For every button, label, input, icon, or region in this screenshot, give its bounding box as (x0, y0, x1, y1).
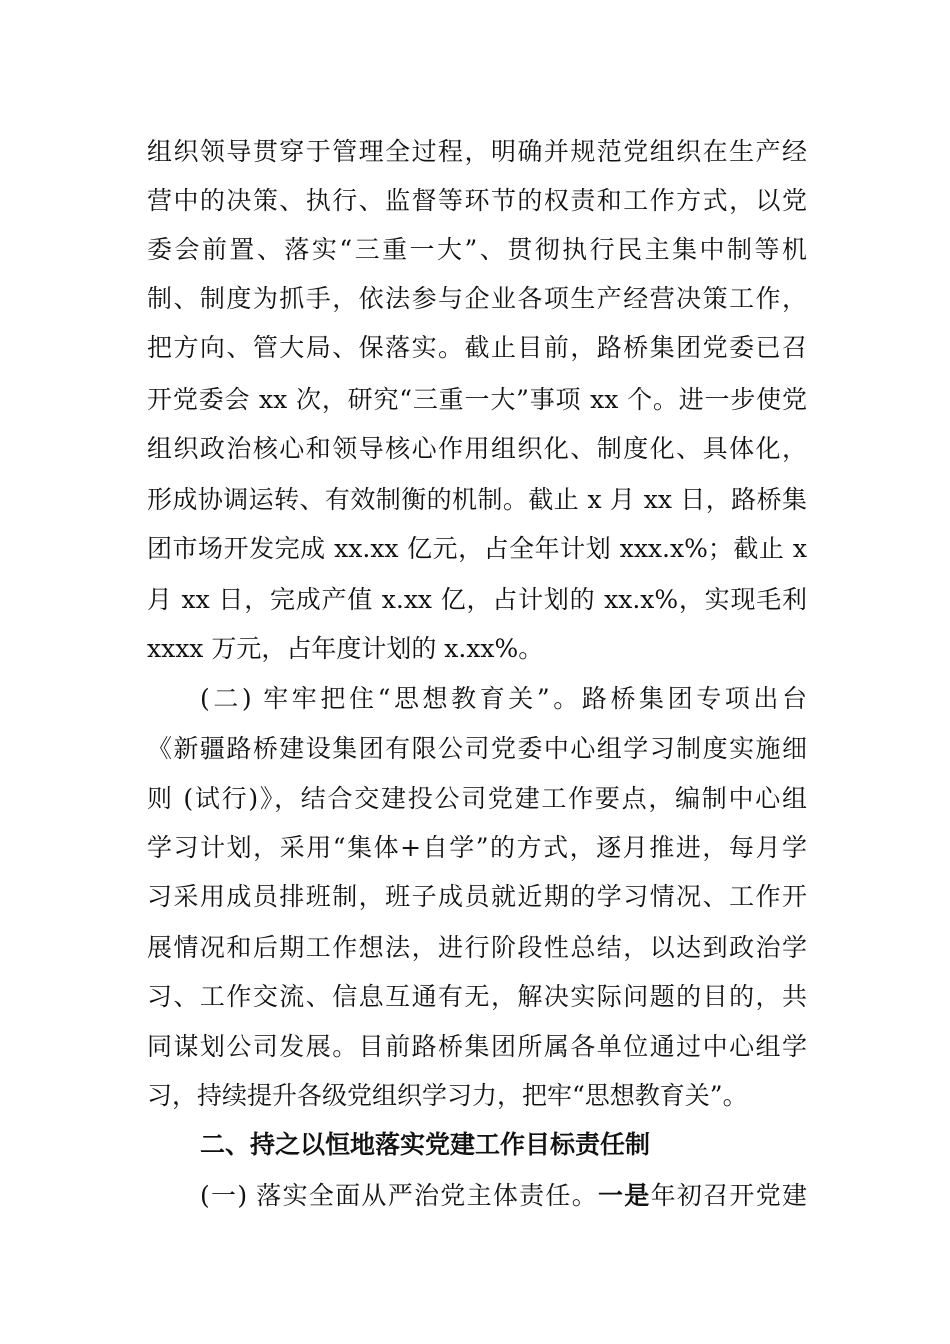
paragraph-line: 组织政治核心和领导核心作用组织化、制度化、具体化， (147, 434, 807, 463)
paragraph-line: 团市场开发完成 xx.xx 亿元，占全年计划 xxx.x%；截止 x (147, 534, 807, 563)
subsection-paragraph-line: (二) 牢牢把住“思想教育关”。路桥集团专项出台 (200, 684, 807, 713)
section-heading: 二、持之以恒地落实党建工作目标责任制 (200, 1130, 651, 1159)
paragraph-line: 习、工作交流、信息互通有无，解决实际问题的目的，共 (147, 982, 807, 1011)
paragraph-line: 《新疆路桥建设集团有限公司党委中心组学习制度实施细 (147, 734, 807, 763)
paragraph-line: 则 (试行)》，结合交建投公司党建工作要点，编制中心组 (147, 784, 807, 813)
paragraph-line: 月 xx 日，完成产值 x.xx 亿，占计划的 xx.x%，实现毛利 (147, 585, 807, 614)
bold-emphasis: 一是 (597, 1181, 651, 1210)
paragraph-line: 形成协调运转、有效制衡的机制。截止 x 月 xx 日，路桥集 (147, 485, 807, 514)
paragraph-line: 把方向、管大局、保落实。截止目前，路桥集团党委已召 (147, 333, 807, 362)
paragraph-line: 习采用成员排班制，班子成员就近期的学习情况、工作开 (147, 882, 807, 911)
paragraph-line: 习，持续提升各级党组织学习力，把牢“思想教育关”。 (147, 1081, 748, 1110)
paragraph-line: 学习计划，采用“集体+自学”的方式，逐月推进，每月学 (147, 833, 807, 862)
subsection-paragraph-line (200, 1171, 807, 1220)
paragraph-line: 组织领导贯穿于管理全过程，明确并规范党组织在生产经 (147, 137, 807, 166)
subsection-prefix: (一) 落实全面从严治党主体责任。 (200, 1181, 598, 1210)
subsection-suffix: 年初召开党建 (650, 1181, 807, 1210)
paragraph-line: 委会前置、落实“三重一大”、贯彻执行民主集中制等机 (147, 235, 807, 264)
paragraph-line: 制、制度为抓手，依法参与企业各项生产经营决策工作， (147, 284, 807, 313)
paragraph-line: 同谋划公司发展。目前路桥集团所属各单位通过中心组学 (147, 1032, 807, 1061)
paragraph-line: 营中的决策、执行、监督等环节的权责和工作方式，以党 (147, 186, 807, 215)
paragraph-line: 开党委会 xx 次，研究“三重一大”事项 xx 个。进一步使党 (147, 385, 807, 414)
paragraph-line: 展情况和后期工作想法，进行阶段性总结，以达到政治学 (147, 933, 807, 962)
paragraph-line: xxxx 万元，占年度计划的 x.xx%。 (147, 634, 544, 663)
